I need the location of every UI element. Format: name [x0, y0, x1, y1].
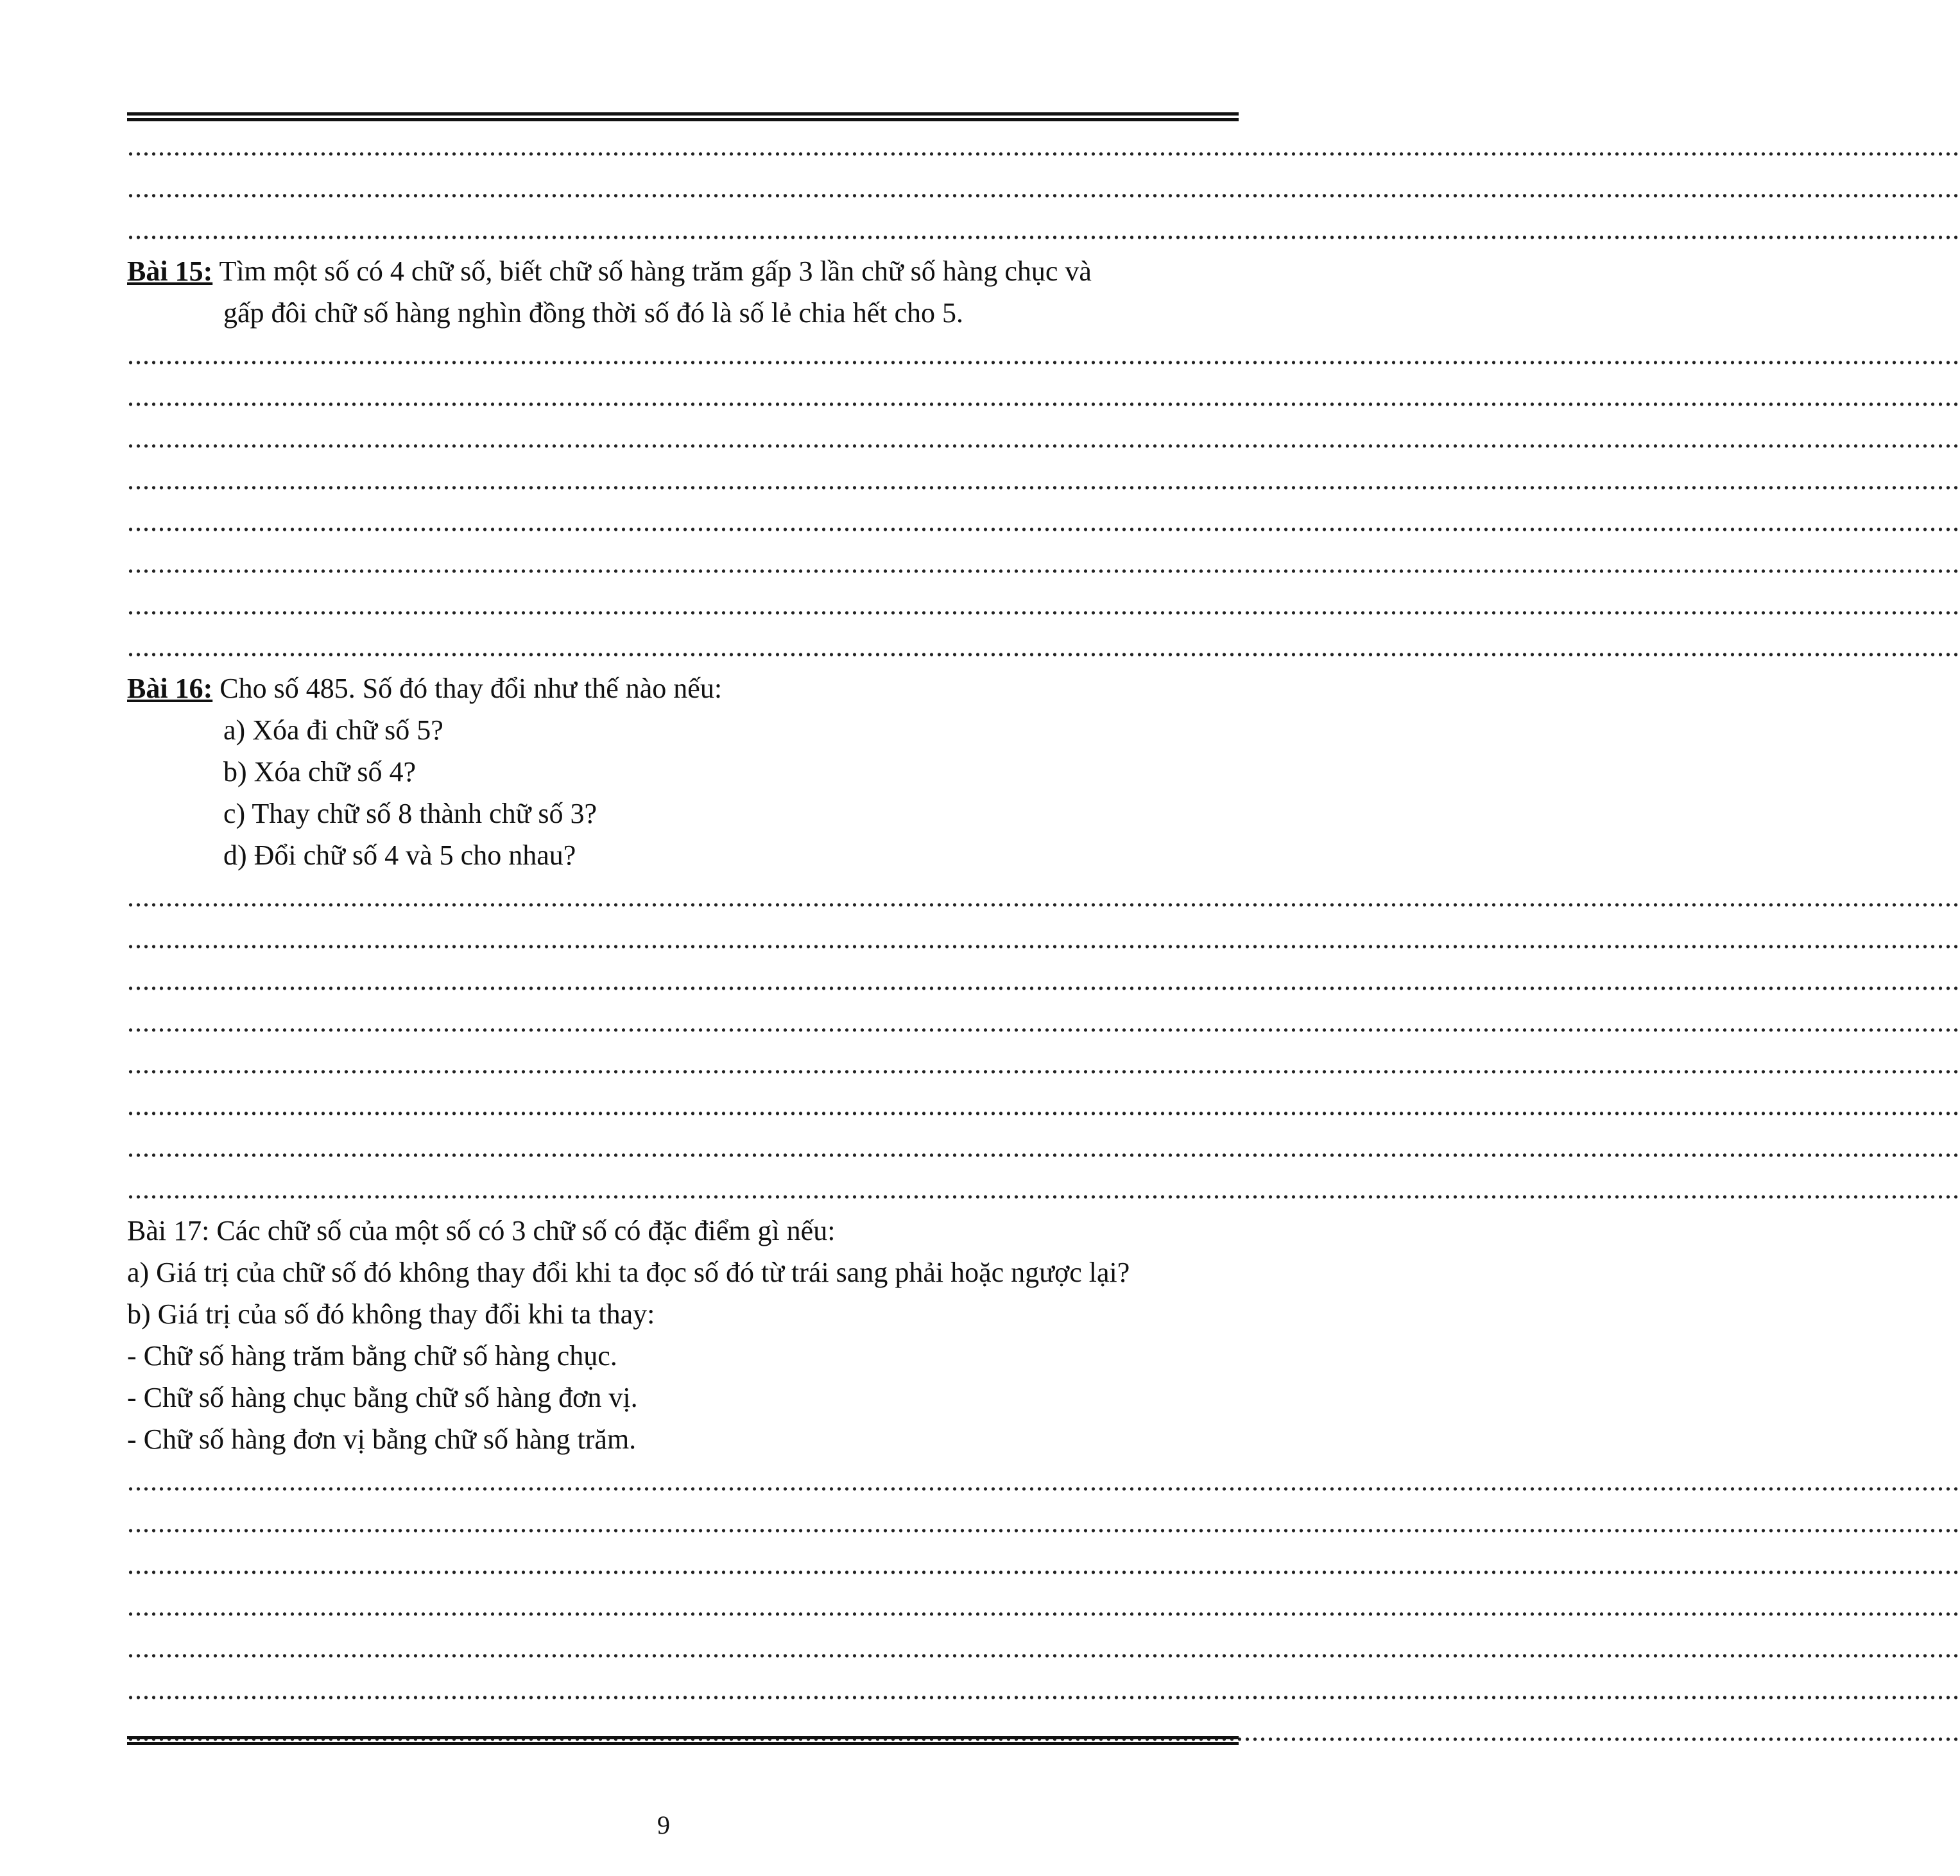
answer-line[interactable]: ..............................................................................................................................................................................................................................................	[127, 1590, 1960, 1622]
answer-line[interactable]: ..............................................................................................................................................................................................................................................	[127, 1090, 1960, 1121]
answer-line[interactable]: ..............................................................................................................................................................................................................................................	[127, 339, 1960, 370]
answer-line[interactable]: ..............................................................................................................................................................................................................................................	[127, 214, 1960, 245]
answer-line[interactable]: ..............................................................................................................................................................................................................................................	[127, 1632, 1960, 1664]
exercise-17-intro: Bài 17: Các chữ số của một số có 3 chữ số có đặc điểm gì nếu:	[127, 1215, 836, 1246]
answer-line[interactable]: ..............................................................................................................................................................................................................................................	[127, 547, 1960, 579]
answer-line[interactable]: ..............................................................................................................................................................................................................................................	[127, 506, 1960, 537]
answer-line[interactable]: ..............................................................................................................................................................................................................................................	[127, 1173, 1960, 1205]
answer-line[interactable]: ..............................................................................................................................................................................................................................................	[127, 1048, 1960, 1080]
answer-line[interactable]: ..............................................................................................................................................................................................................................................	[127, 464, 1960, 495]
page-content	[127, 125, 1960, 1752]
exercise-17-line-b2: - Chữ số hàng chục bằng chữ số hàng đơn vị.	[127, 1382, 638, 1413]
answer-line[interactable]: ..............................................................................................................................................................................................................................................	[127, 1006, 1960, 1038]
exercise-16-item-d: d) Đổi chữ số 4 và 5 cho nhau?	[223, 839, 576, 871]
exercise-15-text: Tìm một số có 4 chữ số, biết chữ số hàng trăm gấp 3 lần chữ số hàng chục và	[212, 255, 1092, 287]
exercise-16-item-a: a) Xóa đi chữ số 5?	[223, 714, 443, 746]
answer-line[interactable]: ..............................................................................................................................................................................................................................................	[127, 1132, 1960, 1163]
exercise-17-line-a: a) Giá trị của chữ số đó không thay đổi khi ta đọc số đó từ trái sang phải hoặc ngược lại?	[127, 1257, 1130, 1288]
answer-line[interactable]: ..............................................................................................................................................................................................................................................	[127, 589, 1960, 621]
answer-line[interactable]: ..............................................................................................................................................................................................................................................	[127, 631, 1960, 662]
exercise-17-line-b: b) Giá trị của số đó không thay đổi khi ta thay:	[127, 1298, 655, 1330]
answer-line[interactable]: ..............................................................................................................................................................................................................................................	[127, 1716, 1960, 1747]
answer-line[interactable]: ..............................................................................................................................................................................................................................................	[127, 172, 1960, 203]
exercise-16-intro: Cho số 485. Số đó thay đổi như thế nào nếu:	[212, 673, 723, 704]
exercise-17-line-b3: - Chữ số hàng đơn vị bằng chữ số hàng trăm.	[127, 1424, 637, 1455]
exercise-15-text-continued: gấp đôi chữ số hàng nghìn đồng thời số đó là số lẻ chia hết cho 5.	[223, 297, 964, 329]
exercise-16-item-b: b) Xóa chữ số 4?	[223, 756, 416, 787]
answer-line[interactable]: ..............................................................................................................................................................................................................................................	[127, 1674, 1960, 1705]
exercise-16	[127, 667, 1239, 709]
answer-line[interactable]: ..............................................................................................................................................................................................................................................	[127, 422, 1960, 454]
answer-line[interactable]: ..............................................................................................................................................................................................................................................	[127, 1507, 1960, 1538]
exercise-16-item-c: c) Thay chữ số 8 thành chữ số 3?	[223, 798, 597, 829]
page-number: 9	[657, 1811, 670, 1839]
exercise-15	[127, 250, 1239, 292]
answer-line[interactable]: ..............................................................................................................................................................................................................................................	[127, 923, 1960, 954]
exercise-15-title: Bài 15:	[127, 255, 213, 287]
answer-line[interactable]: ..............................................................................................................................................................................................................................................	[127, 130, 1960, 162]
answer-line[interactable]: ..............................................................................................................................................................................................................................................	[127, 1465, 1960, 1497]
answer-line[interactable]: ..............................................................................................................................................................................................................................................	[127, 1549, 1960, 1580]
exercise-17-line-b1: - Chữ số hàng trăm bằng chữ số hàng chục.	[127, 1340, 617, 1372]
answer-line[interactable]: ..............................................................................................................................................................................................................................................	[127, 881, 1960, 913]
answer-line[interactable]: ..............................................................................................................................................................................................................................................	[127, 965, 1960, 996]
exercise-16-title: Bài 16:	[127, 673, 213, 704]
footer-double-rule	[127, 1736, 1239, 1745]
answer-line[interactable]: ..............................................................................................................................................................................................................................................	[127, 381, 1960, 412]
header-double-rule	[127, 112, 1239, 121]
